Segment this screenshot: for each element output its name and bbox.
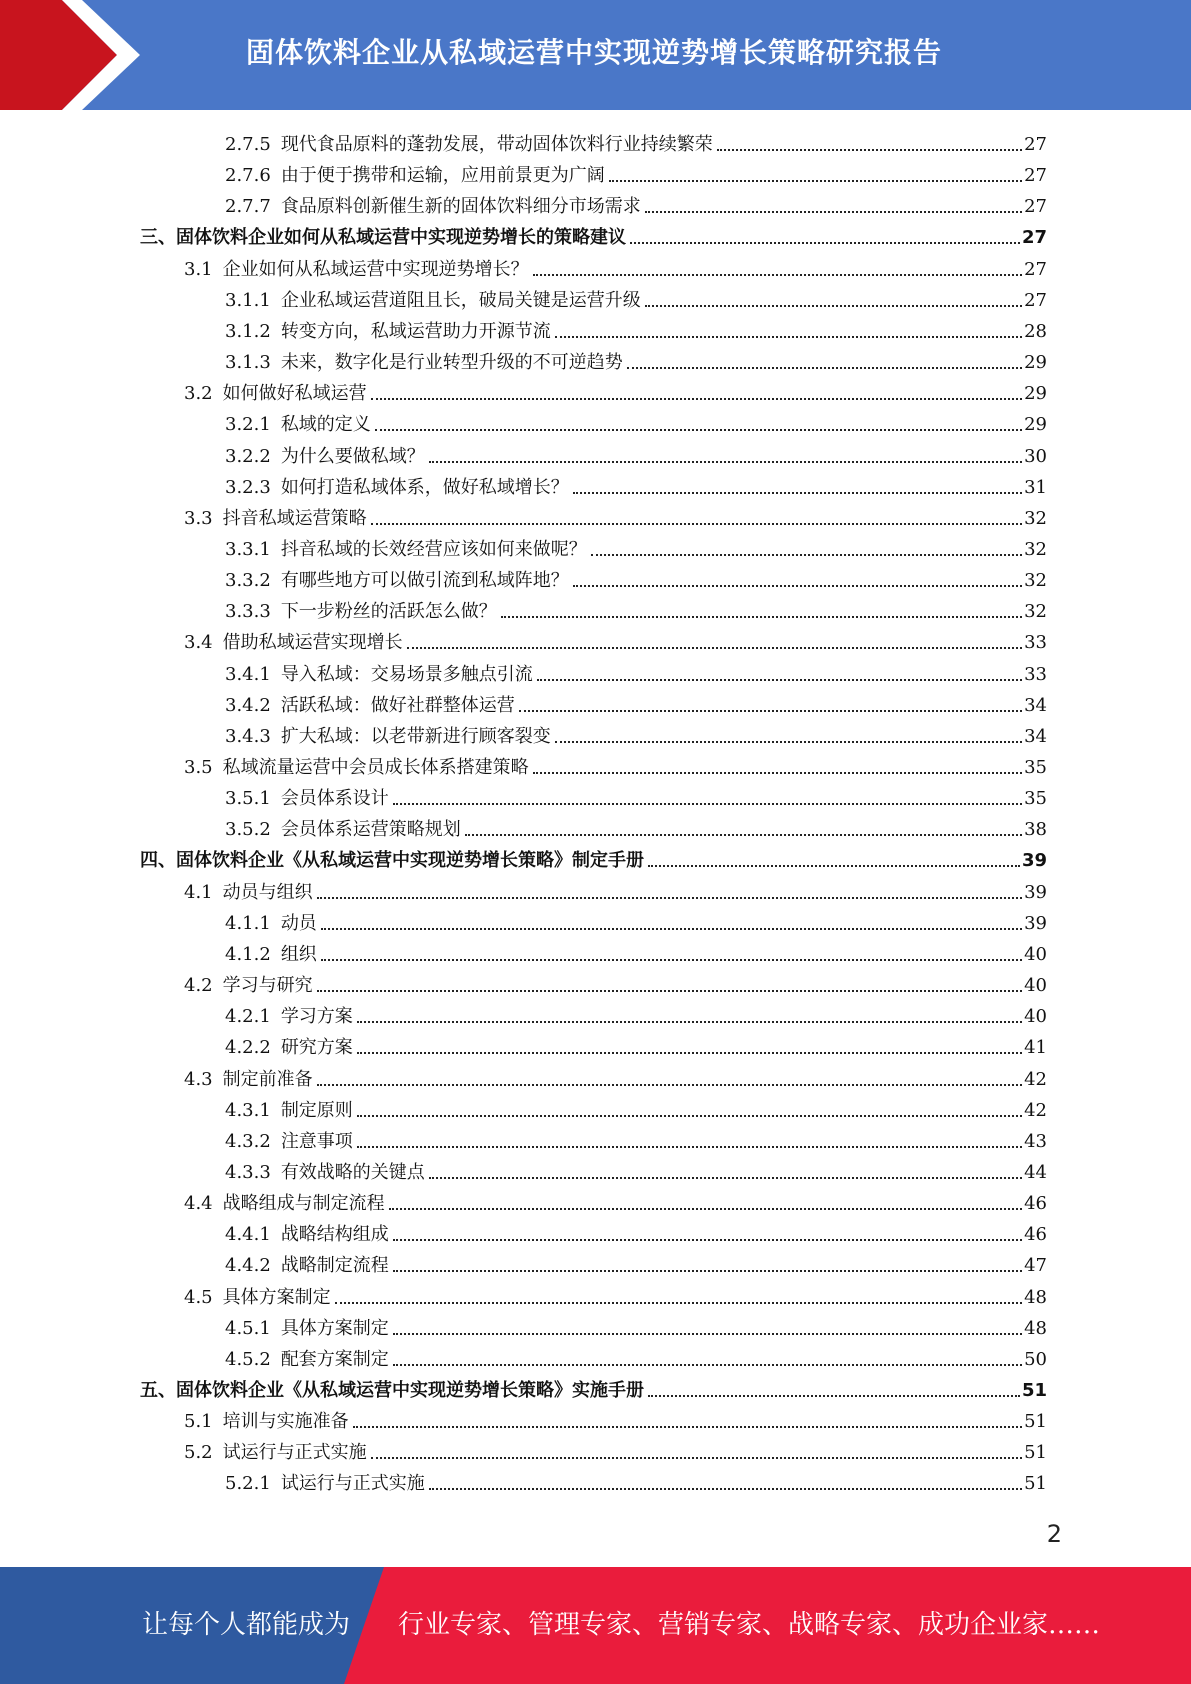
toc-entry[interactable] bbox=[225, 126, 1047, 157]
toc-entry-number: 四、 bbox=[140, 850, 176, 872]
toc-dot-leader bbox=[717, 148, 1022, 151]
toc-entry-title: 动员 bbox=[280, 912, 317, 934]
toc-entry-page: 29 bbox=[1024, 414, 1047, 436]
toc-entry-number: 4.1 bbox=[184, 881, 213, 903]
toc-entry-number: 4.3.3 bbox=[225, 1161, 271, 1183]
toc-dot-leader bbox=[393, 1363, 1022, 1366]
toc-entry[interactable] bbox=[225, 718, 1047, 749]
toc-entry[interactable] bbox=[225, 313, 1047, 344]
toc-dot-leader bbox=[429, 1176, 1022, 1179]
toc-entry[interactable] bbox=[184, 500, 1047, 531]
toc-entry[interactable] bbox=[184, 1403, 1047, 1434]
toc-entry-number: 3.2.3 bbox=[225, 476, 271, 498]
toc-entry-number: 4.4.1 bbox=[225, 1224, 271, 1246]
toc-entry[interactable] bbox=[184, 1061, 1047, 1092]
toc-entry-number: 3.4.2 bbox=[225, 694, 271, 716]
toc-entry-title: 学习方案 bbox=[280, 1006, 353, 1028]
toc-entry-page: 27 bbox=[1024, 165, 1047, 187]
toc-entry-number: 4.1.2 bbox=[225, 943, 271, 965]
toc-dot-leader bbox=[389, 1207, 1022, 1210]
toc-entry[interactable] bbox=[225, 469, 1047, 500]
toc-entry-page: 50 bbox=[1024, 1348, 1047, 1370]
toc-entry[interactable] bbox=[225, 1247, 1047, 1278]
toc-entry-number: 4.3.2 bbox=[225, 1130, 271, 1152]
toc-entry-title: 如何做好私域运营 bbox=[222, 383, 367, 405]
toc-entry-page: 34 bbox=[1024, 725, 1047, 747]
toc-entry-number: 4.5 bbox=[184, 1286, 213, 1308]
toc-entry[interactable] bbox=[225, 406, 1047, 437]
toc-entry-number: 4.5.1 bbox=[225, 1317, 271, 1339]
toc-dot-leader bbox=[648, 864, 1020, 867]
toc-entry-title: 学习与研究 bbox=[222, 975, 313, 997]
toc-entry-title: 制定前准备 bbox=[222, 1068, 313, 1090]
toc-dot-leader bbox=[465, 833, 1022, 836]
toc-dot-leader bbox=[371, 522, 1022, 525]
toc-dot-leader bbox=[630, 241, 1020, 244]
toc-entry-title: 有哪些地方可以做引流到私域阵地？ bbox=[280, 570, 569, 592]
toc-entry-title: 具体方案制定 bbox=[222, 1286, 331, 1308]
report-title: 固体饮料企业从私域运营中实现逆势增长策略研究报告 bbox=[246, 36, 943, 69]
toc-entry-title: 制定原则 bbox=[280, 1099, 353, 1121]
toc-dot-leader bbox=[317, 896, 1022, 899]
toc-entry[interactable] bbox=[225, 1341, 1047, 1372]
toc-entry-page: 48 bbox=[1024, 1317, 1047, 1339]
toc-entry[interactable] bbox=[184, 251, 1047, 282]
toc-entry-number: 3.3.1 bbox=[225, 538, 271, 560]
toc-dot-leader bbox=[555, 335, 1022, 338]
toc-entry-page: 39 bbox=[1021, 850, 1047, 872]
toc-dot-leader bbox=[648, 1394, 1020, 1397]
toc-entry[interactable] bbox=[225, 1092, 1047, 1123]
toc-entry-title: 私域流量运营中会员成长体系搭建策略 bbox=[222, 757, 529, 778]
toc-dot-leader bbox=[627, 366, 1022, 369]
toc-entry-number: 2.7.5 bbox=[225, 134, 271, 155]
toc-entry[interactable] bbox=[225, 936, 1047, 967]
toc-entry-title: 未来，数字化是行业转型升级的不可逆趋势 bbox=[280, 352, 623, 374]
toc-entry-number: 3.3.3 bbox=[225, 601, 271, 623]
toc-entry-number: 三、 bbox=[140, 227, 176, 249]
toc-dot-leader bbox=[537, 678, 1022, 681]
toc-entry-title: 具体方案制定 bbox=[280, 1317, 389, 1339]
toc-entry[interactable] bbox=[140, 1372, 1047, 1403]
toc-entry-title: 试运行与正式实施 bbox=[222, 1442, 367, 1464]
toc-entry-title: 配套方案制定 bbox=[280, 1348, 389, 1370]
toc-entry-page: 35 bbox=[1024, 757, 1047, 778]
toc-dot-leader bbox=[375, 428, 1022, 431]
toc-entry[interactable] bbox=[184, 1434, 1047, 1465]
toc-entry-title: 有效战略的关键点 bbox=[280, 1161, 425, 1183]
toc-entry[interactable] bbox=[225, 656, 1047, 687]
toc-entry-page: 51 bbox=[1021, 1380, 1047, 1401]
footer-slogan-left: 让每个人都能成为 bbox=[142, 1610, 351, 1640]
toc-entry-title: 由于便于携带和运输，应用前景更为广阔 bbox=[280, 165, 605, 187]
toc-entry-title: 如何打造私域体系，做好私域增长？ bbox=[280, 476, 569, 498]
toc-entry-title: 现代食品原料的蓬勃发展，带动固体饮料行业持续繁荣 bbox=[280, 134, 713, 155]
toc-entry-number: 3.2.1 bbox=[225, 414, 271, 436]
toc-entry[interactable] bbox=[184, 1185, 1047, 1216]
toc-entry-page: 51 bbox=[1024, 1442, 1047, 1464]
toc-entry-page: 32 bbox=[1024, 570, 1047, 592]
toc-entry-title: 培训与实施准备 bbox=[222, 1411, 349, 1433]
toc-entry-title: 私域的定义 bbox=[280, 414, 371, 436]
toc-entry-title: 下一步粉丝的活跃怎么做？ bbox=[280, 601, 497, 623]
toc-entry-title: 借助私域运营实现增长 bbox=[222, 632, 403, 654]
toc-entry[interactable] bbox=[225, 562, 1047, 593]
toc-entry[interactable] bbox=[225, 593, 1047, 624]
toc-entry[interactable] bbox=[184, 1279, 1047, 1310]
toc-entry-number: 3.1.2 bbox=[225, 320, 271, 342]
toc-entry[interactable] bbox=[140, 842, 1047, 873]
header-arrow-decoration bbox=[0, 0, 160, 110]
toc-dot-leader bbox=[519, 709, 1022, 712]
toc-entry-title: 固体饮料企业如何从私域运营中实现逆势增长的策略建议 bbox=[176, 227, 626, 249]
toc-dot-leader bbox=[393, 1238, 1022, 1241]
toc-entry-page: 51 bbox=[1024, 1411, 1047, 1433]
toc-entry-page: 38 bbox=[1024, 819, 1047, 841]
toc-entry-number: 4.5.2 bbox=[225, 1348, 271, 1370]
toc-entry-number: 4.2.2 bbox=[225, 1037, 271, 1059]
toc-dot-leader bbox=[357, 1145, 1022, 1148]
toc-entry[interactable] bbox=[225, 1465, 1047, 1496]
toc-entry-page: 29 bbox=[1024, 352, 1047, 374]
toc-entry-number: 3.5.2 bbox=[225, 819, 271, 841]
toc-entry-page: 27 bbox=[1024, 258, 1047, 280]
toc-entry[interactable] bbox=[184, 874, 1047, 905]
toc-entry-number: 3.4.1 bbox=[225, 663, 271, 685]
toc-entry[interactable] bbox=[140, 219, 1047, 250]
toc-entry[interactable] bbox=[225, 282, 1047, 313]
toc-entry[interactable] bbox=[184, 375, 1047, 406]
toc-entry-title: 会员体系运营策略规划 bbox=[280, 819, 461, 841]
toc-entry-page: 29 bbox=[1024, 383, 1047, 405]
toc-entry-title: 抖音私域运营策略 bbox=[222, 507, 367, 529]
toc-dot-leader bbox=[357, 1114, 1022, 1117]
toc-dot-leader bbox=[645, 304, 1022, 307]
toc-entry[interactable] bbox=[225, 687, 1047, 718]
toc-entry-title: 注意事项 bbox=[280, 1130, 353, 1152]
toc-entry-page: 35 bbox=[1024, 788, 1047, 810]
toc-entry-number: 3.2.2 bbox=[225, 445, 271, 467]
toc-dot-leader bbox=[591, 553, 1022, 556]
toc-entry-page: 39 bbox=[1024, 881, 1047, 903]
toc-entry-number: 4.1.1 bbox=[225, 912, 271, 934]
toc-dot-leader bbox=[429, 460, 1022, 463]
toc-entry[interactable] bbox=[225, 344, 1047, 375]
toc-dot-leader bbox=[393, 1332, 1022, 1335]
page-header bbox=[0, 0, 1191, 110]
toc-entry-title: 转变方向，私域运营助力开源节流 bbox=[280, 320, 551, 342]
toc-entry-number: 5.2.1 bbox=[225, 1473, 271, 1495]
toc-entry-page: 33 bbox=[1024, 632, 1047, 654]
toc-entry-title: 组织 bbox=[280, 943, 317, 965]
toc-entry-number: 2.7.6 bbox=[225, 165, 271, 187]
toc-dot-leader bbox=[609, 179, 1022, 182]
toc-dot-leader bbox=[573, 491, 1022, 494]
toc-entry-page: 28 bbox=[1024, 320, 1047, 342]
toc-entry[interactable] bbox=[184, 624, 1047, 655]
toc-dot-leader bbox=[645, 210, 1022, 213]
toc-dot-leader bbox=[555, 740, 1022, 743]
toc-entry-number: 五、 bbox=[140, 1380, 176, 1401]
toc-entry-number: 3.5.1 bbox=[225, 788, 271, 810]
toc-entry-page: 40 bbox=[1024, 1006, 1047, 1028]
toc-entry-number: 5.1 bbox=[184, 1411, 213, 1433]
toc-dot-leader bbox=[371, 397, 1022, 400]
toc-entry-title: 扩大私域：以老带新进行顾客裂变 bbox=[280, 725, 551, 747]
footer-slogan-right: 行业专家、管理专家、营销专家、战略专家、成功企业家…… bbox=[398, 1610, 1101, 1640]
toc-entry-number: 3.1.3 bbox=[225, 352, 271, 374]
toc-entry-title: 企业私域运营道阻且长，破局关键是运营升级 bbox=[280, 289, 641, 311]
toc-entry-page: 43 bbox=[1024, 1130, 1047, 1152]
toc-entry-page: 27 bbox=[1024, 196, 1047, 218]
toc-entry-title: 战略组成与制定流程 bbox=[222, 1193, 385, 1215]
toc-entry-title: 抖音私域的长效经营应该如何来做呢？ bbox=[280, 538, 587, 560]
toc-entry-number: 4.4 bbox=[184, 1193, 213, 1215]
page-footer bbox=[0, 1567, 1191, 1684]
toc-entry-number: 3.1 bbox=[184, 258, 213, 280]
toc-entry-page: 48 bbox=[1024, 1286, 1047, 1308]
toc-entry-page: 32 bbox=[1024, 507, 1047, 529]
toc-dot-leader bbox=[321, 958, 1022, 961]
toc-entry[interactable] bbox=[184, 749, 1047, 780]
toc-dot-leader bbox=[321, 927, 1022, 930]
toc-entry-title: 研究方案 bbox=[280, 1037, 353, 1059]
toc-dot-leader bbox=[357, 1051, 1022, 1054]
toc-entry[interactable] bbox=[225, 157, 1047, 188]
toc-dot-leader bbox=[429, 1487, 1022, 1490]
toc-dot-leader bbox=[317, 989, 1022, 992]
toc-entry-page: 40 bbox=[1024, 943, 1047, 965]
toc-entry[interactable] bbox=[225, 998, 1047, 1029]
toc-entry[interactable] bbox=[184, 967, 1047, 998]
toc-dot-leader bbox=[533, 771, 1022, 774]
toc-entry-title: 战略结构组成 bbox=[280, 1224, 389, 1246]
toc-entry-page: 42 bbox=[1024, 1099, 1047, 1121]
toc-entry-page: 41 bbox=[1024, 1037, 1047, 1059]
toc-dot-leader bbox=[335, 1301, 1022, 1304]
toc-entry-page: 46 bbox=[1024, 1224, 1047, 1246]
toc-entry-page: 32 bbox=[1024, 538, 1047, 560]
toc-entry-number: 3.3 bbox=[184, 507, 213, 529]
toc-entry-title: 食品原料创新催生新的固体饮料细分市场需求 bbox=[280, 196, 641, 218]
toc-entry-number: 4.4.2 bbox=[225, 1255, 271, 1277]
toc-entry-number: 3.5 bbox=[184, 757, 213, 778]
toc-entry-page: 47 bbox=[1024, 1255, 1047, 1277]
toc-dot-leader bbox=[501, 615, 1022, 618]
toc-entry-number: 3.4.3 bbox=[225, 725, 271, 747]
toc-entry-page: 30 bbox=[1024, 445, 1047, 467]
toc-entry-title: 固体饮料企业《从私域运营中实现逆势增长策略》制定手册 bbox=[176, 850, 644, 872]
toc-dot-leader bbox=[393, 802, 1022, 805]
toc-dot-leader bbox=[357, 1020, 1022, 1023]
toc-dot-leader bbox=[573, 584, 1022, 587]
toc-dot-leader bbox=[407, 646, 1022, 649]
toc-entry-title: 动员与组织 bbox=[222, 881, 313, 903]
toc-entry-number: 3.3.2 bbox=[225, 570, 271, 592]
toc-entry-title: 战略制定流程 bbox=[280, 1255, 389, 1277]
toc-entry-page: 27 bbox=[1024, 134, 1047, 155]
toc-entry-number: 4.3.1 bbox=[225, 1099, 271, 1121]
toc-entry-number: 3.1.1 bbox=[225, 289, 271, 311]
toc-dot-leader bbox=[353, 1425, 1022, 1428]
toc-entry-title: 试运行与正式实施 bbox=[280, 1473, 425, 1495]
toc-entry-page: 46 bbox=[1024, 1193, 1047, 1215]
toc-entry[interactable] bbox=[225, 531, 1047, 562]
toc-entry[interactable] bbox=[225, 1123, 1047, 1154]
toc-dot-leader bbox=[533, 273, 1022, 276]
toc-entry-number: 3.2 bbox=[184, 383, 213, 405]
toc-entry[interactable] bbox=[225, 1029, 1047, 1060]
toc-entry-title: 固体饮料企业《从私域运营中实现逆势增长策略》实施手册 bbox=[176, 1380, 644, 1401]
toc-entry-number: 5.2 bbox=[184, 1442, 213, 1464]
toc-entry[interactable] bbox=[225, 1310, 1047, 1341]
toc-entry-number: 2.7.7 bbox=[225, 196, 271, 218]
toc-dot-leader bbox=[371, 1456, 1022, 1459]
toc-entry-page: 42 bbox=[1024, 1068, 1047, 1090]
page-number: 2 bbox=[1046, 1520, 1062, 1548]
toc-entry[interactable] bbox=[225, 1154, 1047, 1185]
toc-entry-page: 27 bbox=[1021, 227, 1047, 249]
toc-entry-page: 51 bbox=[1024, 1473, 1047, 1495]
toc-entry-title: 企业如何从私域运营中实现逆势增长？ bbox=[222, 258, 529, 280]
toc-dot-leader bbox=[317, 1083, 1022, 1086]
toc-entry[interactable] bbox=[225, 905, 1047, 936]
toc-entry-title: 活跃私域：做好社群整体运营 bbox=[280, 694, 515, 716]
toc-entry-title: 会员体系设计 bbox=[280, 788, 389, 810]
toc-entry-page: 31 bbox=[1024, 476, 1047, 498]
toc-entry[interactable] bbox=[225, 1216, 1047, 1247]
toc-entry-page: 27 bbox=[1024, 289, 1047, 311]
toc-entry-page: 39 bbox=[1024, 912, 1047, 934]
toc-dot-leader bbox=[393, 1269, 1022, 1272]
toc-entry[interactable] bbox=[225, 188, 1047, 219]
toc-entry-page: 32 bbox=[1024, 601, 1047, 623]
toc-entry-number: 4.3 bbox=[184, 1068, 213, 1090]
toc-entry-number: 4.2.1 bbox=[225, 1006, 271, 1028]
toc-entry-number: 3.4 bbox=[184, 632, 213, 654]
toc-entry-title: 为什么要做私域？ bbox=[280, 445, 425, 467]
toc-entry-title: 导入私域：交易场景多触点引流 bbox=[280, 663, 533, 685]
toc-entry[interactable] bbox=[225, 438, 1047, 469]
toc-entry-page: 40 bbox=[1024, 975, 1047, 997]
toc-entry[interactable] bbox=[225, 780, 1047, 811]
toc-entry-page: 33 bbox=[1024, 663, 1047, 685]
toc-entry[interactable] bbox=[225, 811, 1047, 842]
toc-entry-page: 34 bbox=[1024, 694, 1047, 716]
toc-entry-page: 44 bbox=[1024, 1161, 1047, 1183]
toc-entry-number: 4.2 bbox=[184, 975, 213, 997]
